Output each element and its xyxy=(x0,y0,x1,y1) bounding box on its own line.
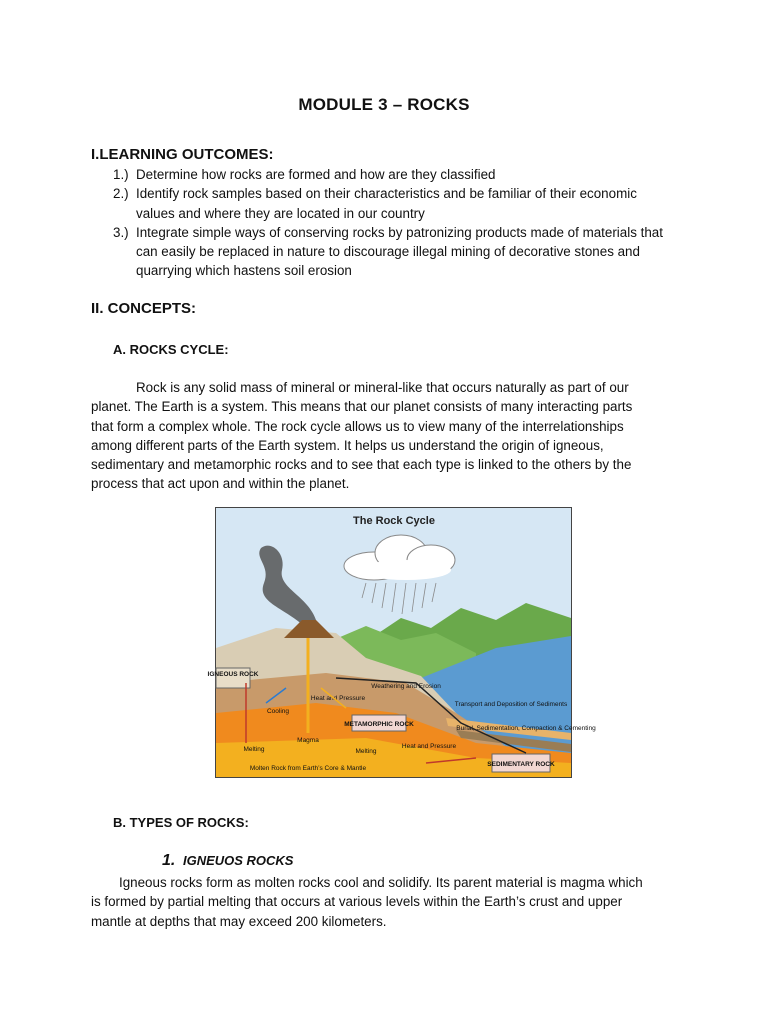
learning-outcomes-heading: I.LEARNING OUTCOMES: xyxy=(91,146,274,163)
list-text: Integrate simple ways of conserving rocks by patronizing products made of materials that can easily be replaced in nature to discourage illegal mining of decorative stones and quarrying which hastens soil erosion xyxy=(136,224,663,279)
list-item xyxy=(113,223,673,281)
label-transport: Transport and Deposition of Sediments xyxy=(454,701,568,708)
list-text: Determine how rocks are formed and how are they classified xyxy=(136,167,496,182)
section-title: IGNEUOS ROCKS xyxy=(182,853,294,868)
list-item xyxy=(113,184,673,223)
label-weathering: Weathering and Erosion xyxy=(371,683,441,690)
module-title: MODULE 3 – ROCKS xyxy=(298,95,470,114)
rock-cycle-figure xyxy=(207,507,596,778)
label-sedimentary: SEDIMENTARY ROCK xyxy=(487,761,555,768)
list-text: Identify rock samples based on their characteristics and be familiar of their economic values and where they are located in our country xyxy=(136,186,637,221)
label-molten: Molten Rock from Earth’s Core & Mantle xyxy=(249,765,367,772)
section-number: 1. xyxy=(162,852,176,869)
label-burial: Burial, Sedimentation, Compaction & Cementing xyxy=(456,725,596,732)
list-number: 3.) xyxy=(113,224,129,240)
label-heat-pressure-1: Heat and Pressure xyxy=(310,695,366,702)
label-heat-pressure-2: Heat and Pressure xyxy=(401,743,457,750)
rock-cycle-paragraph: Rock is any solid mass of mineral or mineral-like that occurs naturally as part of our planet. The Earth is a system. This means that our planet consists of many interacting parts that form a complex whole. The rock cycle allows us to view many of the interrelationships among different parts of the Earth system. It helps us understand the origin of igneous, sedimentary and metamorphic rocks and to see that each type is linked to the others by the process that act upon and within the planet. xyxy=(91,380,633,492)
list-number: 1.) xyxy=(113,167,129,182)
label-cooling: Cooling xyxy=(266,708,290,715)
label-melting-left: Melting xyxy=(243,746,265,753)
label-igneous: IGNEOUS ROCK xyxy=(207,671,259,678)
types-of-rocks-heading: B. TYPES OF ROCKS: xyxy=(113,815,249,830)
igneous-paragraph: Igneous rocks form as molten rocks cool and solidify. Its parent material is magma which is formed by partial melting that occurs at various levels within the Earth’s crust and upper mantle at depths that may exceed 200 kilometers. xyxy=(91,875,643,929)
label-magma: Magma xyxy=(297,737,319,744)
rocks-cycle-heading: A. ROCKS CYCLE: xyxy=(113,342,229,357)
list-item xyxy=(113,165,673,184)
learning-outcomes-list xyxy=(113,165,673,281)
figure-title: The Rock Cycle xyxy=(353,515,435,527)
label-metamorphic: METAMORPHIC ROCK xyxy=(344,721,414,728)
igneous-rocks-heading xyxy=(162,852,293,870)
label-melting-mid: Melting xyxy=(355,748,377,755)
concepts-heading: II. CONCEPTS: xyxy=(91,300,197,317)
rock-cycle-diagram xyxy=(207,508,596,777)
list-number: 2.) xyxy=(113,186,129,202)
